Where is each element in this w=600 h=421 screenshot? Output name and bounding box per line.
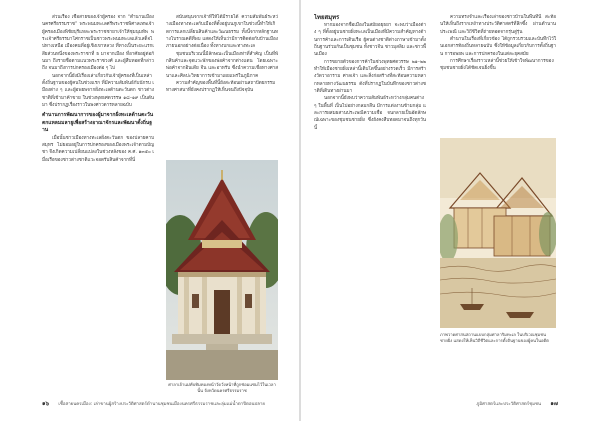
temple-photo — [166, 160, 278, 380]
paragraph: ตำนานในเรื่องที่เกี่ยวข้อง ได้ถูกรวบรวมและบันทึกไว้ในเอกสารท้องถิ่นหลายฉบับ ซึ่งให้ข้อมูลเกี่ยวกับการตั้งถิ่นฐาน การอพยพ และการปกครองในแต่ละยุคสมัย — [440, 37, 556, 57]
running-footer: เชื้อสายนครเมือง: เล่าขานผู้สร้างประวัติศาสตร์ตำนานชุมชนเมืองนครศรีธรรมราชและลุ่มแม่น้ำตาปีตอนปลาย — [58, 402, 265, 407]
photo-caption: ศาลาเจ้าแม่ทับทิมทองหน้าวัดวังหน้าที่ถูกซ่อมแซมไว้ในเวลานั้น จังหวัดนครศรีธรรมราช — [168, 382, 276, 393]
paragraph: การขยายตัวของการค้าในช่วงพุทธศตวรรษ ๒๑–๒๒ ทำให้เมืองชายฝั่งเหล่านี้เติบโตขึ้นอย่างรวดเร็ว มีการสร้างวัดวาอาราม ศาลเจ้า และสิ่งก่อสร้างที่สะท้อนความหลากหลายทางวัฒนธรรม ดังที่ปรากฏในบันทึกของชาวต่างชาติที่เดินทางผ่านมา — [314, 59, 426, 95]
section-heading: ไทยสมุทร — [314, 14, 340, 21]
running-footer: ภูมิศาสตร์และประวัติศาสตร์ชุมชน — [476, 402, 541, 407]
paragraph: ความทรงจำและเรื่องเล่าของชาวบ้านในพื้นที่นี้ สะท้อนให้เห็นถึงรากเหง้าทางประวัติศาสตร์ที่ลึกซึ้ง ผ่านตำนาน ประเพณี และวิถีชีวิตที่ถ่ายทอดจากรุ่นสู่รุ่น — [440, 15, 556, 35]
temple-illustration — [166, 160, 278, 380]
paragraph: การศึกษาเรื่องราวเหล่านี้ช่วยให้เข้าใจพัฒนาการของชุมชนชายฝั่งได้ชัดเจนยิ่งขึ้น — [440, 59, 554, 72]
page-number: ๑๖ — [42, 401, 49, 407]
sketch-caption: ภาพวาดศาสนสถานแบบกลุ่มศาลาริมทะเล ในบริเวณชุมชนชายฝั่ง แสดงให้เห็นวิถีชีวิตและการตั้งถิ่นฐานของผู้คนในอดีต — [440, 332, 549, 343]
paragraph: นอกจากนี้ยังพบว่าความสัมพันธ์ระหว่างกลุ่มคนต่าง ๆ ในพื้นที่ เป็นไปอย่างกลมกลืน มีการแต่งงานข้ามกลุ่ม และการผสมผสานประเพณีความเชื่อ จนกลายเป็นอัตลักษณ์เฉพาะของชุมชนชายฝั่ง ซึ่งยังคงสืบทอดมาจนถึงทุกวันนี้ — [314, 96, 426, 131]
right-footer — [420, 400, 558, 408]
sketch-illustration — [440, 138, 556, 328]
section-heading: ตำนานการพัฒนาการของผู้มาจากฝั่งทะเลด้านตะวันตกแหลมมลายูเพื่อสร้างอาณาจักรและพัฒนาตั้งถิ่นฐาน — [42, 112, 154, 134]
left-footer — [42, 400, 265, 408]
page-number: ๑๗ — [550, 401, 558, 407]
sketch-drawing — [440, 138, 556, 328]
paragraph: ส่วนเรื่อง เชื้อสายของเจ้าผู้ครอง จาก “ตำนานเมืองนครศรีธรรมราช” พระพนมทะเลศรีพระราชพิศาลเทพเจ้าผู้ครองเมืองพิชัยบุรีแหละพระราชชายาเจ้าให้ชุมนุมทัพ พระเจ้าศรีธรรมาโศกราชเป็นชาวพระพนมทะเลแล้วเสด็จไปทางเหนือ เมืองคนที่อยู่เชิงเขาหลวง ที่ทางเป็นระยะแรกเสียส่วนหนึ่งของพระราชาที่ ธ มาจากเมือง ที่อาศัยอยู่ต่อกันมา ถึงรายชื่อตามแนวพระราชวงศ์ และผู้สืบทอดที่กล่าวถึง จนมาถึงการปกครองเมืองต่อ ๆ ไป — [42, 15, 154, 72]
paragraph: ความสำคัญของพื้นที่นี้ยังสะท้อนผ่านสถาปัตยกรรมทางศาสนาที่ยังคงปรากฏให้เห็นจนถึงปัจจุบัน — [166, 81, 276, 94]
paragraph: หากมองจากชื่อเมืองในสมัยอยุธยา จะพบว่าเมืองต่าง ๆ ที่ตั้งอยู่บนชายฝั่งทะเลเป็นเมืองที่มีความสำคัญทางด้านการค้าและการเดินเรือ ผู้คนต่างชาติต่างภาษาเข้ามาตั้งถิ่นฐานร่วมกันเป็นชุมชน ทั้งชาวจีน ชาวมุสลิม และชาวพื้นเมือง — [314, 23, 426, 58]
paragraph: ชุมชนบริเวณนี้มีลักษณะเป็นเมืองท่าที่สำคัญ เป็นที่พักสินค้าและจุดแวะพักของพ่อค้าจากต่างแดน โดยเฉพาะพ่อค้าจากอินเดีย จีน และอาหรับ ซึ่งนำความเชื่อทางศาสนาและศิลปะวิทยาการเข้ามาเผยแพร่ในภูมิภาค — [166, 51, 278, 79]
right-column-2 — [440, 14, 556, 134]
paragraph: สนับสนุนจากเจ้าที่ให้ได้มีรายได้ ความสัมพันธ์ระหว่างเมืองทางทะเลกับเมืองที่ตั้งอยู่บนภูเขาในช่วงนี้ทำให้เกิดการแลกเปลี่ยนสินค้าและวัฒนธรรม ทั้งนี้จากหลักฐานทางโบราณคดีที่พบ แสดงให้เห็นว่ามีการติดต่อกับบ้านเมืองภายนอกอย่างต่อเนื่อง ทั้งทางบกและทางทะเล — [166, 15, 278, 50]
paragraph: นอกจากนี้ยังมีเรื่องเล่าเกี่ยวกับเจ้าผู้ครองที่เป็นเหล่าตั้งถิ่นฐานของผู้คนในช่วงแรก ที่มีความสัมพันธ์กับนักรบ เมืองต่าง ๆ และผู้อพยพจากฝั่งทะเลด้านตะวันตก ชาวต่างชาติที่เข้ามาค้าขาย ในช่วงพุทธศตวรรษ ๑๘–๑๙ เป็นต้นมา ซึ่งปรากฏเรื่องราวในพงศาวดารหลายฉบับ — [42, 73, 154, 109]
left-column-1 — [42, 14, 154, 394]
left-column-2 — [166, 14, 278, 154]
right-column-1 — [314, 14, 426, 394]
page-gutter — [299, 0, 301, 421]
paragraph: เมื่อนั้นชาวเมืองทางทะเลฝั่งตะวันตก ของปลายคาบสมุทร ไม่ยอมอยู่ในการปกครองของเมืองพระเจ้าตามบัญชา จึงเกิดความเปลี่ยนแปลงในช่วงหลังของ ค.ศ. ๑๓๕๐ เมื่อเรือของชาวต่างชาติแวะจอดรับสินค้าจากที่นี่ — [42, 135, 154, 163]
